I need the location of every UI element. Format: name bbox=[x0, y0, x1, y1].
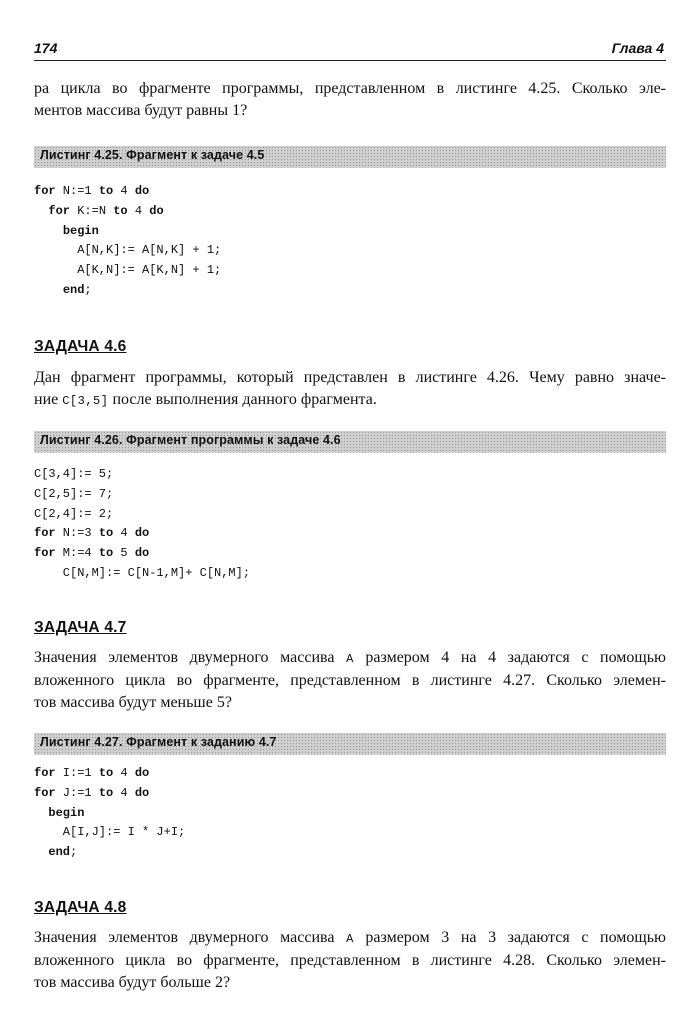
code-keyword: for bbox=[34, 184, 56, 198]
code-keyword: to bbox=[98, 785, 114, 800]
task-4-7-line-1-pre: Значения элементов двумерного массива bbox=[34, 649, 347, 666]
code-text: ; bbox=[84, 282, 92, 297]
task-4-7-line-1 bbox=[34, 647, 666, 670]
code-keyword: to bbox=[113, 203, 128, 218]
code-line bbox=[34, 524, 666, 544]
code-keyword: end bbox=[62, 282, 85, 297]
listing-4-26-title-bar bbox=[34, 431, 666, 453]
code-text: 4 bbox=[113, 184, 135, 198]
code-keyword: do bbox=[134, 785, 150, 800]
code-text: I:=1 bbox=[55, 766, 99, 780]
code-keyword: do bbox=[134, 526, 150, 541]
code-keyword: begin bbox=[48, 805, 85, 820]
code-keyword: to bbox=[98, 766, 114, 780]
task-4-8-heading: ЗАДАЧА 4.8 bbox=[34, 899, 127, 916]
code-line bbox=[34, 261, 666, 281]
listing-4-26-title: Листинг 4.26. Фрагмент программы к задаче 4.6 bbox=[40, 433, 341, 447]
listing-4-27-title: Листинг 4.27. Фрагмент к заданию 4.7 bbox=[40, 735, 277, 749]
code-line bbox=[34, 505, 666, 525]
task-4-7-line-1-post: размером 4 на 4 задаются с помощью bbox=[353, 649, 666, 666]
code-text: C[2,4]:= 2; bbox=[34, 506, 114, 521]
code-keyword: for bbox=[34, 785, 56, 800]
task-4-8-line-1-post: размером 3 на 3 задаются с помощью bbox=[353, 929, 666, 946]
task-4-8-line-1 bbox=[34, 927, 666, 950]
task-4-8-line-2: вложенного цикла во фрагменте, представленном в листинге 4.28. Сколько элемен- bbox=[34, 952, 666, 969]
listing-4-25-code bbox=[34, 182, 666, 301]
page-number: 174 bbox=[34, 40, 58, 56]
code-line bbox=[34, 804, 666, 824]
intro-line-1: ра цикла во фрагменте программы, представленном в листинге 4.25. Сколько эле- bbox=[34, 80, 666, 97]
task-4-8-code-ref: A bbox=[346, 932, 354, 946]
task-4-8-line-1-pre: Значения элементов двумерного массива bbox=[34, 929, 347, 946]
page-header bbox=[34, 38, 666, 61]
code-keyword: end bbox=[48, 845, 71, 860]
code-line bbox=[34, 564, 666, 584]
code-text: N:=3 bbox=[55, 526, 99, 541]
code-text bbox=[34, 806, 48, 820]
code-line bbox=[34, 544, 666, 564]
task-4-6-line-2 bbox=[34, 389, 666, 412]
code-text bbox=[34, 845, 48, 859]
code-line bbox=[34, 222, 666, 242]
listing-4-25-title-bar bbox=[34, 146, 666, 168]
code-keyword: to bbox=[98, 546, 114, 561]
code-text: N:=1 bbox=[55, 184, 99, 198]
task-4-7-heading: ЗАДАЧА 4.7 bbox=[34, 619, 127, 636]
code-keyword: do bbox=[134, 546, 150, 561]
code-keyword: for bbox=[34, 526, 56, 541]
task-4-8-line-3: тов массива будут больше 2? bbox=[34, 974, 231, 991]
code-text: 4 bbox=[127, 203, 150, 218]
code-keyword: begin bbox=[62, 223, 99, 238]
code-text: A[I,J]:= I * J+I; bbox=[34, 825, 186, 840]
code-line bbox=[34, 182, 666, 202]
code-text: K:=N bbox=[70, 203, 114, 218]
code-keyword: to bbox=[98, 184, 114, 198]
code-line bbox=[34, 465, 666, 485]
task-4-6-line-2-post: после выполнения данного фрагмента. bbox=[108, 391, 377, 408]
code-line bbox=[34, 202, 666, 222]
code-text bbox=[34, 204, 48, 218]
code-keyword: for bbox=[34, 546, 56, 561]
code-text: ; bbox=[70, 845, 78, 860]
task-4-8-paragraph bbox=[34, 927, 666, 994]
code-text: 5 bbox=[113, 546, 135, 561]
listing-4-27-code bbox=[34, 764, 666, 863]
code-line bbox=[34, 241, 666, 261]
code-keyword: for bbox=[48, 203, 71, 218]
code-text: C[2,5]:= 7; bbox=[34, 486, 114, 501]
listing-4-27-title-bar bbox=[34, 733, 666, 755]
code-text: 4 bbox=[113, 766, 135, 780]
listing-4-26-code bbox=[34, 465, 666, 584]
code-line bbox=[34, 784, 666, 804]
task-4-6-paragraph bbox=[34, 367, 666, 412]
listing-4-25-title: Листинг 4.25. Фрагмент к задаче 4.5 bbox=[40, 148, 265, 162]
code-keyword: do bbox=[149, 203, 164, 218]
code-text: C[3,4]:= 5; bbox=[34, 467, 114, 481]
code-text: C[N,M]:= C[N-1,M]+ C[N,M]; bbox=[34, 565, 251, 580]
code-text bbox=[34, 283, 63, 297]
code-line bbox=[34, 823, 666, 843]
task-4-7-line-2: вложенного цикла во фрагменте, представленном в листинге 4.27. Сколько элемен- bbox=[34, 672, 666, 689]
chapter-title: Глава 4 bbox=[611, 40, 664, 56]
code-keyword: for bbox=[34, 766, 56, 780]
task-4-6-line-1: Дан фрагмент программы, который представлен в листинге 4.26. Чему равно значе- bbox=[34, 369, 666, 386]
code-text: J:=1 bbox=[55, 785, 99, 800]
code-line bbox=[34, 485, 666, 505]
code-keyword: do bbox=[134, 184, 150, 198]
intro-paragraph bbox=[34, 78, 666, 122]
code-text: M:=4 bbox=[55, 546, 99, 561]
code-text: 4 bbox=[113, 785, 135, 800]
code-text: A[N,K]:= A[N,K] + 1; bbox=[34, 243, 222, 258]
task-4-7-line-3: тов массива будут меньше 5? bbox=[34, 694, 232, 711]
code-text bbox=[34, 224, 63, 238]
intro-line-2: ментов массива будут равны 1? bbox=[34, 102, 248, 119]
code-text: 4 bbox=[113, 526, 135, 541]
task-4-7-paragraph bbox=[34, 647, 666, 714]
code-line bbox=[34, 764, 666, 784]
code-keyword: to bbox=[98, 526, 114, 541]
task-4-6-heading: ЗАДАЧА 4.6 bbox=[34, 338, 127, 355]
task-4-7-code-ref: A bbox=[346, 652, 354, 666]
task-4-6-line-2-pre: ние bbox=[34, 391, 63, 408]
code-line bbox=[34, 281, 666, 301]
code-keyword: do bbox=[134, 766, 150, 780]
code-line bbox=[34, 843, 666, 863]
task-4-6-code-ref: C[3,5] bbox=[62, 394, 109, 408]
code-text: A[K,N]:= A[K,N] + 1; bbox=[34, 263, 222, 278]
